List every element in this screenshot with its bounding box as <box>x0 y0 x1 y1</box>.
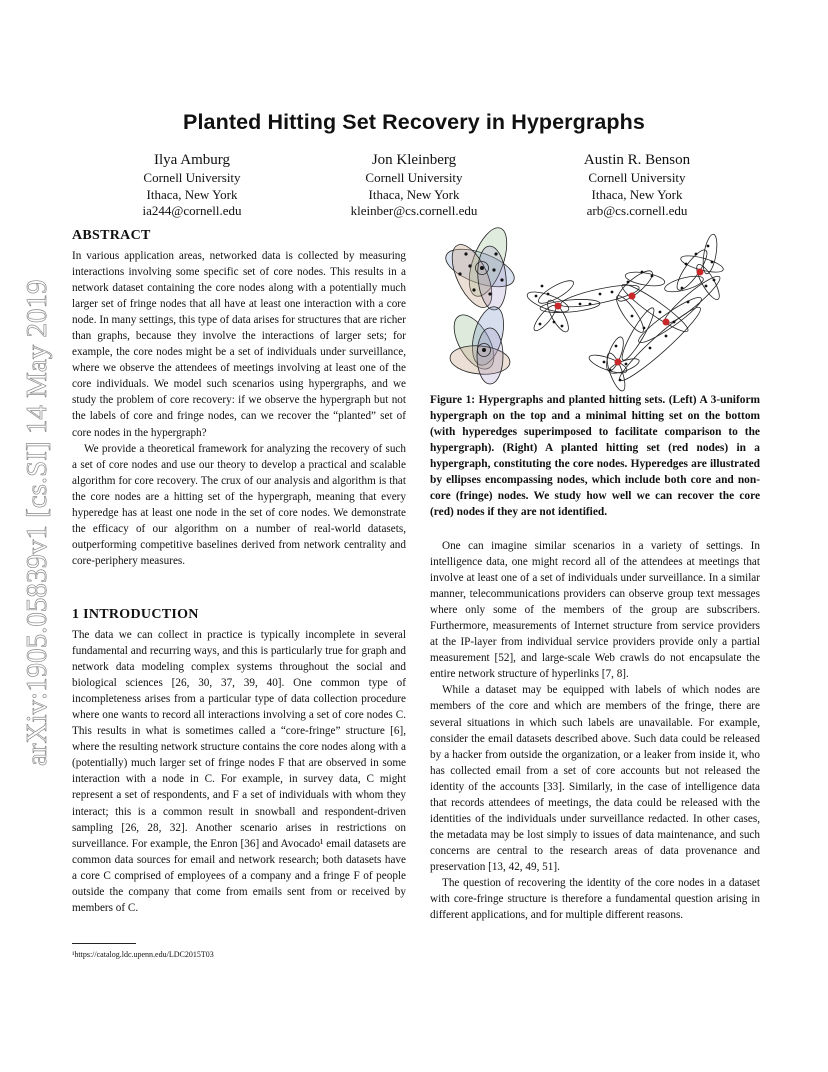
author-name: Austin R. Benson <box>583 152 691 168</box>
author-name: Ilya Amburg <box>154 152 230 168</box>
figure-hypergraph <box>430 224 760 392</box>
author-email: kleinber@cs.cornell.edu <box>350 203 478 218</box>
abstract-paragraph: We provide a theoretical framework for analyzing the recovery of such a set of core nodes and use our theory to develop a practical and scalable algorithm for core recovery. The crux of our analysis and algorithm is that the core nodes are a hitting set of the hypergraph, meaning that every hyperedge has at least one node in the set of core nodes. We demonstrate the efficacy of our algorithm on a number of real-world datasets, outperforming competitive baselines derived from network centrality and core-periphery measures. <box>72 442 406 567</box>
author-location: Ithaca, New York <box>591 186 683 202</box>
body-paragraph: While a dataset may be equipped with labels of which nodes are members of the core and which are members of the fringe, there are several situations in which such labels are unavailable. For example, consider the email datasets described above. Such data could be released by a hacker from outside the organization, or a leaker from inside it, who has collected email from a set of core accounts but not released the identity of the accounts [33]. Similarly, in the case of intelligence data that records attendees of meetings, the data could be released with the identities of the individuals under surveillance redacted. In other cases, the metadata may be lost simply to issues of data maintenance, and such concerns are central to the research areas of data provenance and preservation [13, 42, 49, 51]. <box>430 684 760 873</box>
author-email: ia244@cornell.edu <box>142 203 242 218</box>
planted-hypergraph <box>525 233 725 392</box>
author-name: Jon Kleinberg <box>371 152 457 168</box>
author-block <box>304 151 524 220</box>
paper-title: Planted Hitting Set Recovery in Hypergraphs <box>183 110 645 134</box>
footnote-rule <box>72 943 136 944</box>
author-location: Ithaca, New York <box>146 186 238 202</box>
abstract-body <box>72 248 406 569</box>
right-column-body <box>430 538 760 923</box>
abstract-section <box>72 228 151 244</box>
abstract-heading: ABSTRACT <box>72 228 151 243</box>
hitting-set-bottom <box>446 303 511 384</box>
arxiv-id: arXiv:1905.05839v1 [cs.SI] 14 May 2019 <box>21 279 53 766</box>
body-paragraph: The question of recovering the identity of the core nodes in a dataset with core-fringe structure is therefore a fundamental question arising in different applications, and for multiple different reasons. <box>430 876 760 922</box>
author-block <box>527 151 747 220</box>
hypergraph-top <box>441 224 519 313</box>
intro-paragraph: The data we can collect in practice is typically incomplete in several fundamental and recurring ways, and this is particularly true for graph and network data modeling complex systems throughout the social and biological sciences [26, 30, 37, 39, 40]. One common type of incompleteness arises from a particular type of data collection procedure where one wants to record all interactions involving a set of core nodes C. This results in what is sometimes called a “core-fringe” structure [6], where the resulting network structure contains the core nodes along with a (potentially) much larger set of fringe nodes F that are observed in some interaction with a node in C. For example, in survey data, C might represent a set of respondents, and F a set of individuals with whom they interact; this is a common result in snowball and respondent-driven sampling [26, 28, 32]. Another scenario arises in restrictions on surveillance. For example, the Enron [36] and Avocado¹ email datasets are common data sources for email and network research; both datasets have a core C comprised of employees of a company and a fringe F of people outside the company that come from emails sent from or received by members of C. <box>72 629 406 914</box>
footnote: ¹https://catalog.ldc.upenn.edu/LDC2015T03 <box>72 950 214 959</box>
body-paragraph: One can imagine similar scenarios in a variety of settings. In intelligence data, one might record all of the attendees at meetings that involve at least one of a set of individuals under surveillance. In a similar manner, telecommunications providers can observe group text messages where only some of the members of the group are subscribers. Furthermore, measurements of Internet structure from service providers at the IP-layer from individual service providers provide only a partial measurement [52], and large-scale Web crawls do not encapsulate the entire network structure of hyperlinks [7, 8]. <box>430 540 760 681</box>
author-affiliation: Cornell University <box>143 170 241 185</box>
abstract-paragraph: In various application areas, networked data is collected by measuring interactions involving some specific set of core nodes. This results in a network dataset containing the core nodes along with a potentially much larger set of fringe nodes that all have at least one interaction with a core node. In many settings, this type of data arises for structures that are richer than graphs, because they involve the interactions of larger sets; for example, the core nodes might be a set of individuals under surveillance, where we observe the attendees of meetings involving at least one of the core individuals. We model such scenarios using hypergraphs, and we study the problem of core recovery: if we observe the hypergraph but not the labels of core and fringe nodes, can we recover the “planted” set of core nodes in the hypergraph? <box>72 250 406 439</box>
author-block <box>82 151 302 220</box>
arxiv-stamp <box>4 0 54 1072</box>
author-affiliation: Cornell University <box>588 170 686 185</box>
intro-body <box>72 627 406 916</box>
figure-caption: Figure 1: Hypergraphs and planted hitting sets. (Left) A 3-uniform hypergraph on the top and a minimal hitting set on the bottom (with hyperedges superimposed to facilitate comparison to the hypergraph). (Right) A planted hitting set (red nodes) in a hypergraph, constituting the core nodes. Hyperedges are illustrated by ellipses encompassing nodes, which include both core and non-core (fringe) nodes. We study how well we can recover the core (red) nodes if they are not identified. <box>430 394 760 519</box>
author-email: arb@cs.cornell.edu <box>586 203 688 218</box>
intro-heading: 1 INTRODUCTION <box>72 607 199 622</box>
author-affiliation: Cornell University <box>365 170 463 185</box>
author-location: Ithaca, New York <box>368 186 460 202</box>
